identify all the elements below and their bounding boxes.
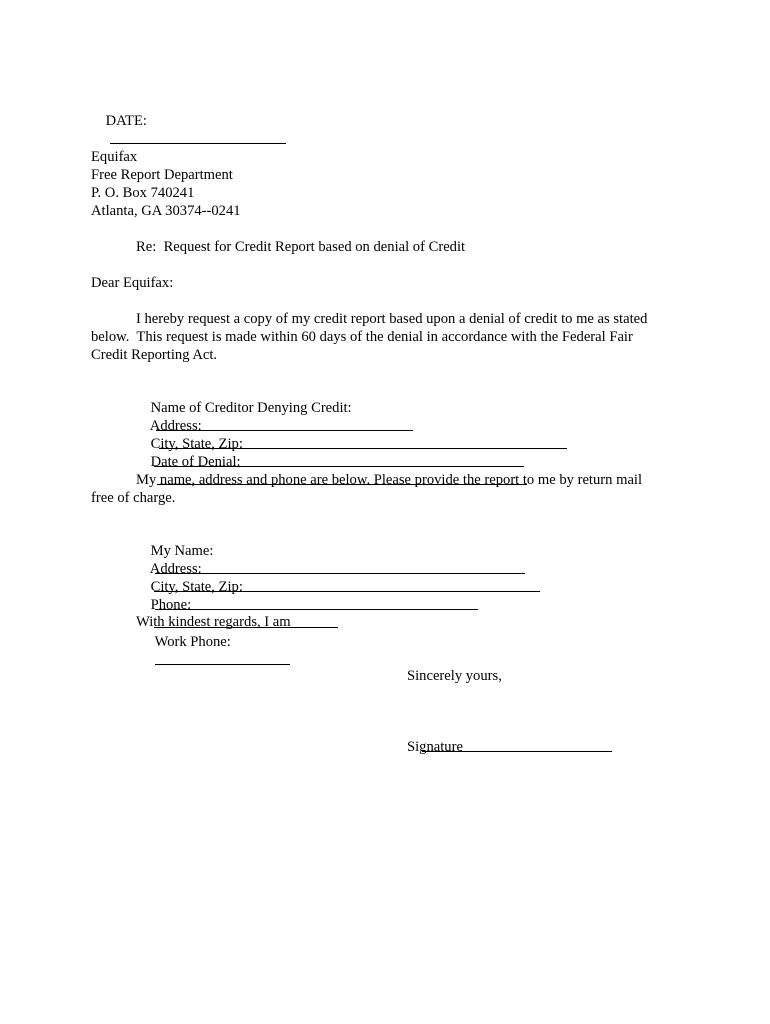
my-address-label: Address: — [149, 561, 202, 577]
sign-off: Sincerely yours, — [407, 668, 502, 684]
request-line-2: free of charge. — [91, 490, 176, 506]
recipient-city-state-zip: Atlanta, GA 30374--0241 — [91, 203, 241, 219]
signature-label: Signature — [407, 739, 463, 755]
denial-date-label: Date of Denial: — [150, 454, 241, 470]
my-name-label: My Name: — [150, 543, 214, 559]
my-city-label: City, State, Zip: — [150, 579, 243, 595]
creditor-city-label: City, State, Zip: — [150, 436, 243, 452]
body-line-1: I hereby request a copy of my credit report based upon a denial of credit to me as stated — [136, 311, 648, 327]
creditor-address-label: Address: — [149, 418, 202, 434]
closing-line: With kindest regards, I am — [136, 614, 291, 630]
phone-row — [136, 578, 338, 688]
body-line-3: Credit Reporting Act. — [91, 347, 218, 363]
recipient-name: Equifax — [91, 149, 138, 165]
recipient-department: Free Report Department — [91, 167, 233, 183]
work-phone-field[interactable] — [155, 651, 290, 665]
date-label: DATE: — [105, 113, 147, 129]
recipient-po-box: P. O. Box 740241 — [91, 185, 195, 201]
phone-label: Phone: — [150, 597, 192, 613]
body-line-2: below. This request is made within 60 days of the denial in accordance with the Federal Fair — [91, 329, 633, 345]
salutation: Dear Equifax: — [91, 275, 174, 291]
creditor-name-label: Name of Creditor Denying Credit: — [150, 400, 352, 416]
work-phone-label: Work Phone: — [154, 634, 231, 650]
date-field[interactable] — [110, 130, 286, 144]
request-line-1: My name, address and phone are below. Please provide the report to me by return mail — [136, 472, 643, 488]
re-line: Re: Request for Credit Report based on denial of Credit — [136, 239, 466, 255]
